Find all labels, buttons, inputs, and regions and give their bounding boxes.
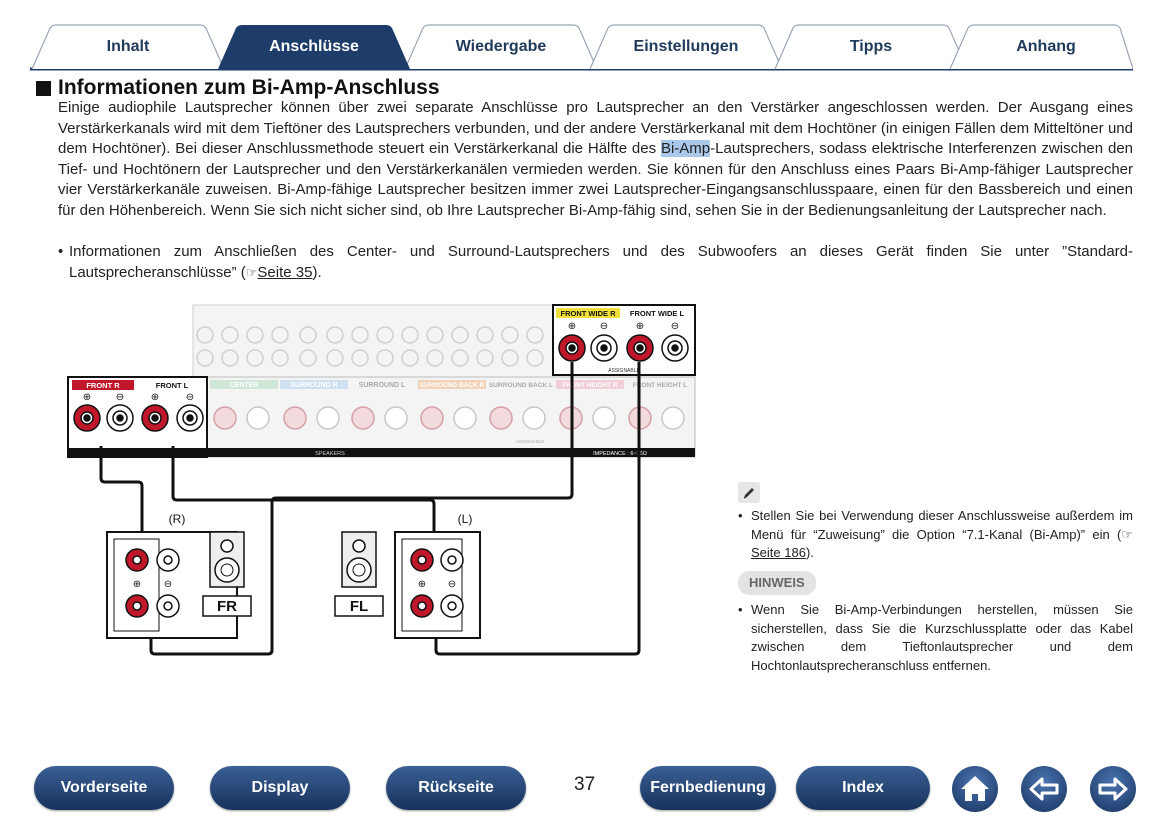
svg-text:⊕: ⊕: [567, 321, 577, 332]
assignable-label-main: ASSIGNABLE: [515, 439, 545, 444]
section-heading: [36, 76, 440, 100]
fl-label: FL: [349, 598, 369, 615]
svg-text:⊖: ⊖: [115, 392, 125, 403]
info-bullet: [58, 242, 1133, 283]
pointing-hand-icon: ☞: [245, 264, 258, 280]
center-label: CENTER: [229, 382, 259, 389]
surround-l-label: SURROUND L: [358, 382, 406, 389]
para-text-after: -Lautsprechers, sodass elektrische Interferenzen zwischen den Tief- und Hochtönern der Lautsprecher und den Verstärkerkanälen vermieden werden. Sie können für den Anschluss eines Paars Bi-Amp-fähiger Lautsprecher vier Verstärkerkanäle zuweisen. Bi-Amp-fähige Lautsprecher besitzen immer zwei Lautsprecher-Eingangsanschlusspaare, einen für den Bassbereich und einen für den Höhenbereich. Wenn Sie sich nicht sicher sind, ob Ihre Lautsprecher Bi-Amp-fähig sind, sehen Sie in der Bedienungsanleitung der Lautsprecher nach.: [58, 140, 1133, 219]
arrow-right-icon: [1090, 766, 1136, 812]
surround-r-label: SURROUND R: [290, 382, 338, 389]
svg-text:⊖: ⊖: [163, 579, 173, 590]
home-icon: [952, 766, 998, 812]
display-button[interactable]: Display: [210, 766, 350, 810]
note-end: ).: [805, 545, 814, 560]
tab-tipps[interactable]: Tipps: [849, 38, 893, 55]
page-number: 37: [574, 774, 596, 795]
pencil-icon: [738, 482, 760, 503]
vorderseite-button[interactable]: Vorderseite: [34, 766, 174, 810]
para-highlight: Bi-Amp: [660, 140, 711, 158]
front-height-l-label: FRONT HEIGHT L: [632, 382, 688, 389]
tab-wiedergabe[interactable]: Wiedergabe: [455, 38, 547, 55]
hinweis-bullet-icon: •: [738, 602, 743, 617]
svg-text:⊖: ⊖: [670, 321, 680, 332]
tab-anschluesse[interactable]: Anschlüsse: [269, 38, 359, 55]
bullet-dot-icon: •: [58, 243, 64, 260]
svg-text:⊕: ⊕: [132, 579, 142, 590]
front-r-label: FRONT R: [86, 381, 120, 390]
front-height-r-label: FRONT HEIGHT R: [562, 382, 618, 389]
fernbedienung-button[interactable]: Fernbedienung: [640, 766, 776, 810]
back-button[interactable]: [1021, 766, 1067, 812]
surround-back-l-label: SURROUND BACK L: [489, 382, 553, 389]
forward-button[interactable]: [1090, 766, 1136, 812]
svg-text:⊖: ⊖: [599, 321, 609, 332]
arrow-left-icon: [1021, 766, 1067, 812]
tab-anhang[interactable]: Anhang: [1016, 38, 1076, 55]
para-text-before: Einige audiophile Lautsprecher können über zwei separate Anschlüsse pro Lautsprecher an den Verstärker angeschlossen werden. Der Ausgang eines Verstärkerkanals wird mit dem Tieftöner des Lautsprechers verbunden, und der andere Verstärkerkanal mit dem Hochtöner (in einigen Fällen dem Mitteltöner und dem Hochtöner). Bei dieser Anschlussmethode steuert ein Verstärkerkanal die Hälfte des: [58, 99, 1133, 158]
fr-label: FR: [217, 598, 237, 615]
l-marker: (L): [457, 512, 473, 526]
section-title: Informationen zum Bi-Amp-Anschluss: [58, 76, 440, 99]
home-button[interactable]: [952, 766, 998, 812]
rueckseite-button[interactable]: Rückseite: [386, 766, 526, 810]
tab-inhalt[interactable]: Inhalt: [106, 38, 150, 55]
heading-square-icon: [36, 81, 51, 96]
front-l-label: FRONT L: [155, 381, 189, 390]
page-35-link[interactable]: Seite 35: [257, 263, 313, 281]
intro-paragraph: [58, 98, 1133, 222]
surround-back-r-label: SURROUND BACK R: [419, 382, 485, 389]
connection-diagram: [60, 300, 700, 660]
svg-text:⊖: ⊖: [447, 579, 457, 590]
svg-text:⊖: ⊖: [185, 392, 195, 403]
tab-einstellungen[interactable]: Einstellungen: [633, 38, 739, 55]
page-186-link[interactable]: Seite 186: [751, 545, 806, 560]
pointing-hand-icon: ☞: [1121, 526, 1133, 542]
front-wide-l-label: FRONT WIDE L: [629, 309, 685, 318]
svg-text:⊕: ⊕: [82, 392, 92, 403]
front-wide-r-label: FRONT WIDE R: [560, 309, 616, 318]
index-button[interactable]: Index: [796, 766, 930, 810]
note-text: Stellen Sie bei Verwendung dieser Anschlussweise außerdem im Menü für “Zuweisung” die Option “7.1-Kanal (Bi-Amp)” ein (: [751, 508, 1133, 542]
notes-area: [738, 482, 1133, 675]
note-bullet-icon: •: [738, 508, 743, 523]
assignable-label-wide: ASSIGNABLE: [608, 368, 640, 374]
svg-text:⊕: ⊕: [150, 392, 160, 403]
memo-note: [738, 507, 1133, 563]
tab-bar: [30, 24, 1133, 72]
bullet-text: Informationen zum Anschließen des Center- und Surround-Lautsprechers und des Subwoofers an dieses Gerät finden Sie unter ”Standard-Lautsprecheranschlüsse” (: [69, 243, 1133, 281]
r-marker: (R): [168, 512, 186, 526]
hinweis-text: Wenn Sie Bi-Amp-Verbindungen herstellen, müssen Sie sicherstellen, dass Sie die Kurzschlussplatte oder das Kabel zwischen dem Tieftonlautsprecher und dem Hochtonlautsprecheranschluss entfernen.: [751, 602, 1133, 673]
bi-amp-diagram: [60, 300, 700, 665]
svg-text:⊕: ⊕: [417, 579, 427, 590]
bullet-end: ).: [312, 263, 322, 281]
svg-text:⊕: ⊕: [635, 321, 645, 332]
hinweis-note: [738, 601, 1133, 675]
impedance-label: IMPEDANCE : 6~16Ω: [593, 451, 647, 457]
hinweis-badge: HINWEIS: [738, 571, 816, 596]
speakers-label: SPEAKERS: [315, 451, 345, 457]
